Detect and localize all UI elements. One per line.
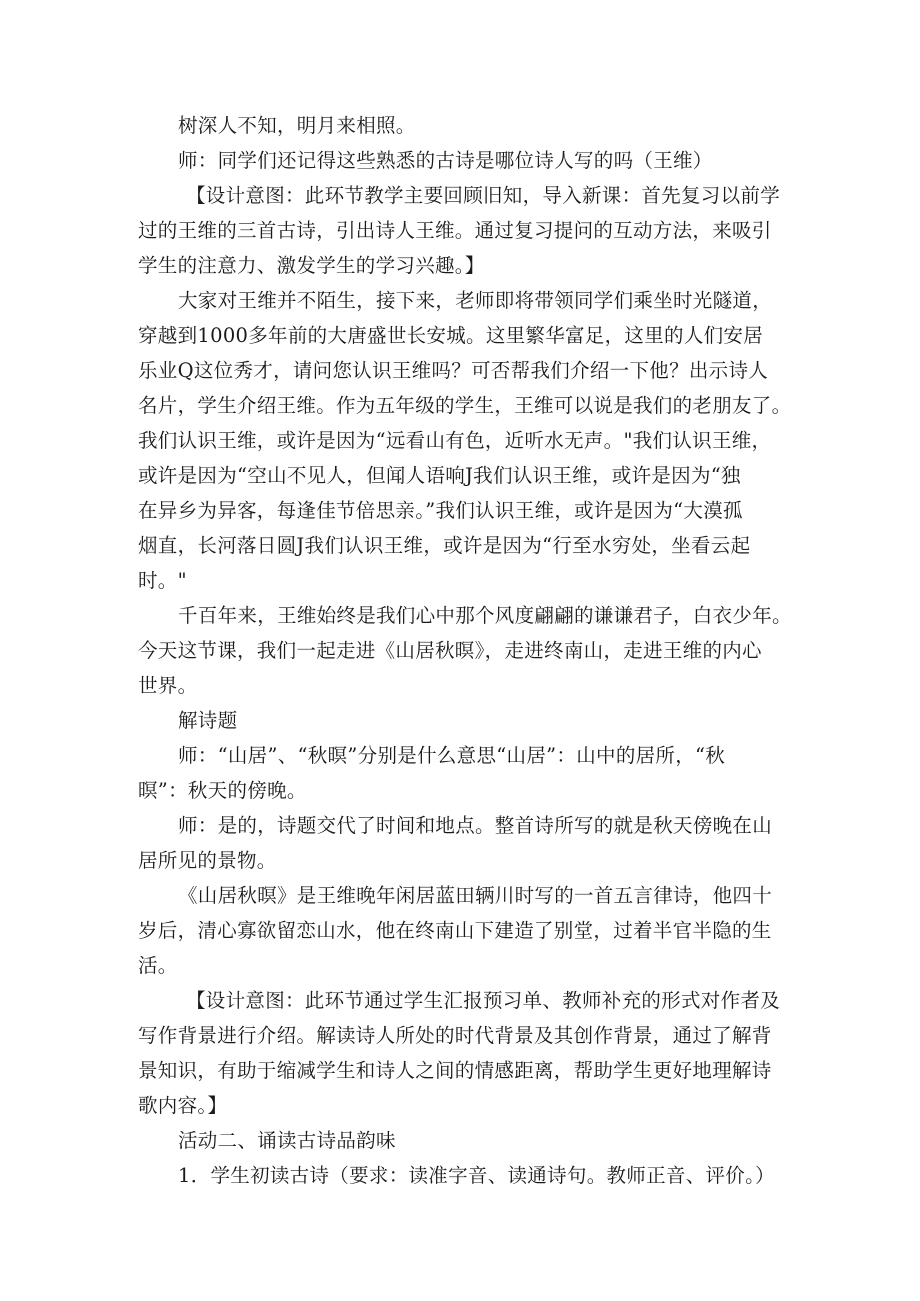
section-heading: 解诗题 <box>178 709 238 732</box>
text-line: 暝”：秋天的傍晚。 <box>138 779 307 802</box>
section-heading: 活动二、诵读古诗品韵味 <box>178 1129 396 1152</box>
text-line: 乐业Q这位秀才，请问您认识王维吗？可否帮我们介绍一下他？出示诗人 <box>138 359 769 382</box>
text-line: 烟直，长河落日圆J我们认识王维，或许是因为“行至水穷处，坐看云起 <box>138 534 751 557</box>
text-line: 师：同学们还记得这些熟悉的古诗是哪位诗人写的吗（王维） <box>178 149 713 172</box>
text-line: 我们认识王维，或许是因为“远看山有色，近听水无声。"我们认识王维， <box>138 429 772 452</box>
text-line: 世界。 <box>138 674 198 697</box>
text-line: 【设计意图：此环节教学主要回顾旧知，导入新课：首先复习以前学 <box>186 184 781 207</box>
text-line: 《山居秋暝》是王维晚年闲居蓝田辆川时写的一首五言律诗，他四十 <box>178 884 773 907</box>
text-line: 景知识，有助于缩减学生和诗人之间的情感距离，帮助学生更好地理解诗 <box>138 1059 772 1082</box>
text-line: 时。" <box>138 569 187 592</box>
text-line: 活。 <box>138 954 178 977</box>
text-line: 或许是因为“空山不见人，但闻人语响J我们认识王维，或许是因为“独 <box>138 464 741 487</box>
text-line: 写作背景进行介绍。解读诗人所处的时代背景及其创作背景，通过了解背 <box>138 1024 772 1047</box>
text-line: 师：是的，诗题交代了时间和地点。整首诗所写的就是秋天傍晚在山 <box>178 814 773 837</box>
text-line: 千百年来，王维始终是我们心中那个风度翩翩的谦谦君子，白衣少年。 <box>178 604 792 627</box>
text-line: 过的王维的三首古诗，引出诗人王维。通过复习提问的互动方法，来吸引 <box>138 219 772 242</box>
text-line: 在异乡为异客，每逢佳节倍思亲。”我们认识王维，或许是因为“大漠孤 <box>138 499 743 522</box>
text-line: 居所见的景物。 <box>138 849 277 872</box>
text-line: 【设计意图：此环节通过学生汇报预习单、教师补充的形式对作者及 <box>186 989 781 1012</box>
text-line: 师：“山居”、“秋暝”分别是什么意思“山居”：山中的居所，“秋 <box>178 744 726 767</box>
text-line: 学生的注意力、激发学生的学习兴趣。】 <box>138 254 485 277</box>
text-line: 穿越到1000多年前的大唐盛世长安城。这里繁华富足，这里的人们安居 <box>138 324 764 347</box>
text-line: 歌内容。】 <box>138 1094 228 1117</box>
text-line: 今天这节课，我们一起走进《山居秋暝》，走进终南山，走进王维的内心 <box>138 639 762 662</box>
list-item: 1．学生初读古诗（要求：读准字音、读通诗句。教师正音、评价。） <box>178 1164 775 1187</box>
text-line: 岁后，清心寡欲留恋山水，他在终南山下建造了别堂，过着半官半隐的生 <box>138 919 772 942</box>
text-line: 大家对王维并不陌生，接下来，老师即将带领同学们乘坐时光隧道， <box>178 289 773 312</box>
text-line: 名片，学生介绍王维。作为五年级的学生，王维可以说是我们的老朋友了。 <box>138 394 792 417</box>
text-line: 树深人不知，明月来相照。 <box>178 114 416 137</box>
